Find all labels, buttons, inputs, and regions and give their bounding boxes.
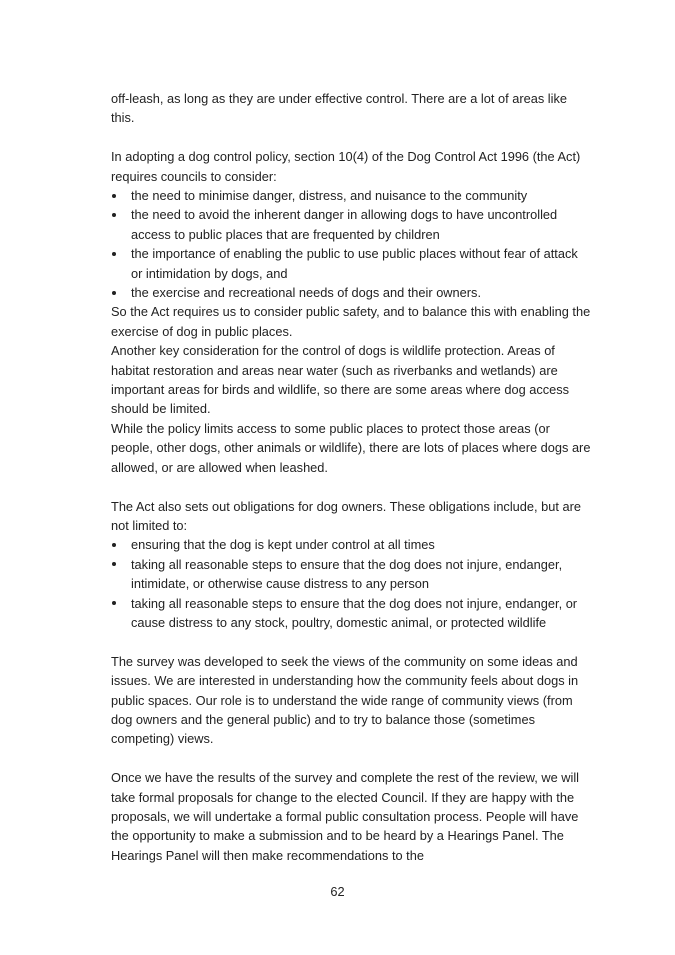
obligations-list bbox=[111, 535, 591, 632]
list-item: ensuring that the dog is kept under control at all times bbox=[111, 535, 591, 554]
paragraph-gap bbox=[111, 128, 591, 147]
list-item: the importance of enabling the public to use public places without fear of attack or intimidation by dogs, and bbox=[111, 244, 591, 283]
paragraph-gap bbox=[111, 749, 591, 768]
list-item: the exercise and recreational needs of dogs and their owners. bbox=[111, 283, 591, 302]
page-body bbox=[111, 89, 591, 865]
paragraph-survey: The survey was developed to seek the views of the community on some ideas and issues. We are interested in understanding how the community feels about dogs in public spaces. Our role is to understand the wide range of community views (from dog owners and the general public) and to try to balance those (sometimes competing) views. bbox=[111, 653, 579, 747]
paragraph-off-leash: off-leash, as long as they are under effective control. There are a lot of areas like this. bbox=[111, 91, 567, 126]
list-item: taking all reasonable steps to ensure that the dog does not injure, endanger, or cause distress to any stock, poultry, domestic animal, or protected wildlife bbox=[111, 594, 591, 633]
paragraph-wildlife: Another key consideration for the control of dogs is wildlife protection. Areas of habitat restoration and areas near water (such as riverbanks and wetlands) are important areas for birds and wildlife, so there are some areas where dog access should be limited. bbox=[111, 343, 570, 417]
list-item: the need to minimise danger, distress, and nuisance to the community bbox=[111, 186, 591, 205]
paragraph-policy-limits: While the policy limits access to some public places to protect those areas (or people, other dogs, other animals or wildlife), there are lots of places where dogs are allowed, or are allowed when leashed. bbox=[111, 420, 591, 475]
paragraph-gap bbox=[111, 477, 591, 496]
paragraph-next-steps: Once we have the results of the survey and complete the rest of the review, we will take formal proposals for change to the elected Council. If they are happy with the proposals, we will undertake a formal public consultation process. People will have the opportunity to make a submission and to be heard by a Hearings Panel. The Hearings Panel will then make recommendations to the bbox=[111, 770, 580, 863]
page-number: 62 bbox=[330, 884, 345, 899]
list-item: the need to avoid the inherent danger in allowing dogs to have uncontrolled access to public places that are frequented by children bbox=[111, 205, 591, 244]
considerations-list bbox=[111, 186, 591, 302]
paragraph-owner-obligations: The Act also sets out obligations for dog owners. These obligations include, but are not limited to: bbox=[111, 498, 581, 533]
list-item: taking all reasonable steps to ensure that the dog does not injure, endanger, intimidate, or otherwise cause distress to any person bbox=[111, 555, 591, 594]
paragraph-gap bbox=[111, 632, 591, 651]
paragraph-act-requirements: In adopting a dog control policy, section 10(4) of the Dog Control Act 1996 (the Act) requires councils to consider: bbox=[111, 149, 581, 184]
paragraph-public-safety: So the Act requires us to consider public safety, and to balance this with enabling the exercise of dog in public places. bbox=[111, 304, 591, 339]
